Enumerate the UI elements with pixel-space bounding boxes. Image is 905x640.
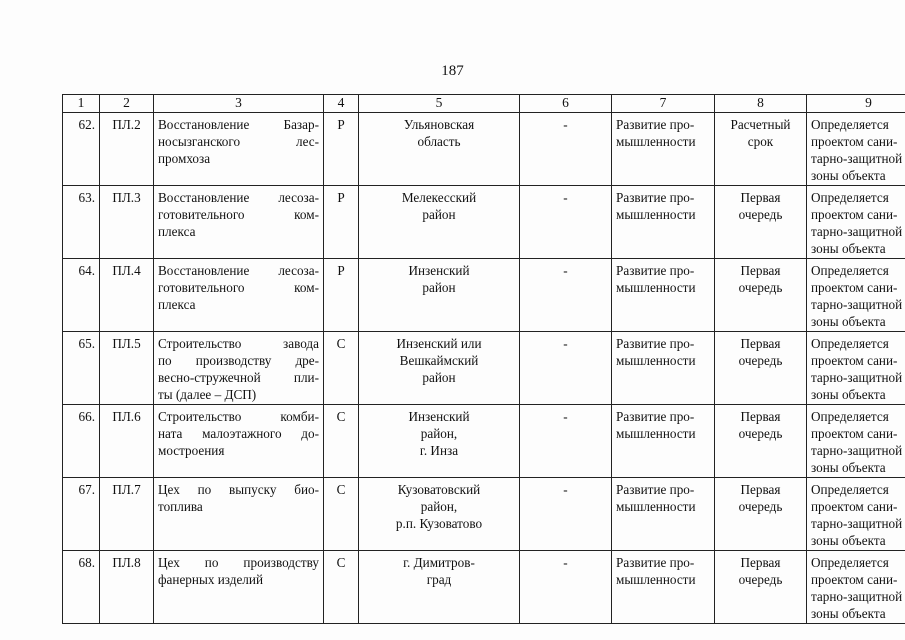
object-name-line: Восстановление лесоза-	[158, 190, 319, 205]
zone-note-line: тарно-защитной	[811, 297, 903, 312]
zone-note-line: зоны объекта	[811, 533, 886, 548]
object-location	[359, 113, 520, 186]
zone-note-line: зоны объекта	[811, 314, 886, 329]
column-header: 7	[612, 95, 715, 113]
header-row	[63, 95, 905, 113]
object-purpose	[612, 405, 715, 478]
table-row	[63, 113, 905, 186]
object-name-line: Строительство завода	[158, 336, 319, 351]
object-code: ПЛ.2	[100, 113, 154, 186]
implementation-stage-line: Первая	[740, 555, 781, 570]
object-type: С	[324, 405, 359, 478]
implementation-stage-line: очередь	[738, 353, 783, 368]
zone-note-line: проектом сани-	[811, 280, 898, 295]
object-purpose-line: мышленности	[616, 353, 696, 368]
object-purpose-line: мышленности	[616, 280, 696, 295]
implementation-stage-line: Первая	[740, 263, 781, 278]
object-name	[154, 186, 324, 259]
implementation-stage-line: Первая	[740, 190, 781, 205]
implementation-stage-line: срок	[747, 134, 774, 149]
object-name-line: топлива	[158, 499, 203, 514]
object-name-line: Цех по выпуску био-	[158, 482, 319, 497]
object-code: ПЛ.4	[100, 259, 154, 332]
object-location-line: р.п. Кузоватово	[395, 516, 483, 531]
zone-note-line: проектом сани-	[811, 426, 898, 441]
zone-note-line: Определяется	[811, 482, 889, 497]
object-name-line: носызганского лес-	[158, 134, 319, 149]
object-location-line: район,	[420, 426, 458, 441]
object-location	[359, 551, 520, 624]
object-name-line: ты (далее – ДСП)	[158, 387, 257, 402]
object-code: ПЛ.6	[100, 405, 154, 478]
object-name-line: плекса	[158, 297, 196, 312]
column-header: 2	[100, 95, 154, 113]
zone-note	[807, 551, 905, 624]
object-purpose	[612, 186, 715, 259]
zone-note-line: Определяется	[811, 190, 889, 205]
zone-note-line: тарно-защитной	[811, 151, 903, 166]
implementation-stage	[715, 551, 807, 624]
zone-note-line: проектом сани-	[811, 134, 898, 149]
zone-note-line: тарно-защитной	[811, 589, 903, 604]
implementation-stage-line: очередь	[738, 207, 783, 222]
object-purpose-line: Развитие про-	[616, 409, 695, 424]
object-name-line: готовительного ком-	[158, 280, 319, 295]
object-location-line: Вешкаймский	[399, 353, 479, 368]
column-header: 1	[63, 95, 100, 113]
implementation-stage-line: Расчетный	[730, 117, 791, 132]
object-name	[154, 332, 324, 405]
implementation-stage-line: Первая	[740, 336, 781, 351]
implementation-stage	[715, 405, 807, 478]
zone-note-line: зоны объекта	[811, 241, 886, 256]
object-type: С	[324, 551, 359, 624]
implementation-stage-line: очередь	[738, 572, 783, 587]
object-location	[359, 259, 520, 332]
zone-note-line: Определяется	[811, 263, 889, 278]
object-name-line: готовительного ком-	[158, 207, 319, 222]
row-number: 65.	[63, 332, 100, 405]
zone-note	[807, 405, 905, 478]
column-6-value: -	[520, 186, 612, 259]
object-name-line: ната малоэтажного до-	[158, 426, 319, 441]
implementation-stage-line: очередь	[738, 426, 783, 441]
zone-note-line: проектом сани-	[811, 572, 898, 587]
table-row	[63, 332, 905, 405]
object-purpose	[612, 332, 715, 405]
object-location-line: район,	[420, 499, 458, 514]
zone-note	[807, 186, 905, 259]
object-purpose-line: мышленности	[616, 207, 696, 222]
object-code: ПЛ.8	[100, 551, 154, 624]
object-purpose	[612, 478, 715, 551]
object-location	[359, 186, 520, 259]
object-location-line: район	[422, 207, 456, 222]
zone-note	[807, 259, 905, 332]
zone-note-line: тарно-защитной	[811, 224, 903, 239]
zone-note-line: тарно-защитной	[811, 516, 903, 531]
table-row	[63, 405, 905, 478]
row-number: 66.	[63, 405, 100, 478]
column-6-value: -	[520, 332, 612, 405]
object-type: Р	[324, 113, 359, 186]
object-name	[154, 259, 324, 332]
object-name-line: Цех по производству	[158, 555, 319, 570]
column-header: 8	[715, 95, 807, 113]
implementation-stage	[715, 113, 807, 186]
object-name-line: мостроения	[158, 443, 225, 458]
object-location	[359, 332, 520, 405]
page-number: 187	[441, 63, 464, 79]
zone-note	[807, 332, 905, 405]
zone-note-line: зоны объекта	[811, 387, 886, 402]
implementation-stage	[715, 478, 807, 551]
row-number: 62.	[63, 113, 100, 186]
object-name-line: весно-стружечной пли-	[158, 370, 319, 385]
implementation-stage-line: Первая	[740, 482, 781, 497]
column-6-value: -	[520, 259, 612, 332]
object-type: С	[324, 478, 359, 551]
zone-note	[807, 113, 905, 186]
object-location-line: область	[417, 134, 461, 149]
implementation-stage-line: Первая	[740, 409, 781, 424]
column-header: 5	[359, 95, 520, 113]
zone-note-line: зоны объекта	[811, 460, 886, 475]
zone-note-line: Определяется	[811, 336, 889, 351]
object-location-line: Инзенский	[408, 409, 470, 424]
object-name	[154, 551, 324, 624]
zone-note-line: зоны объекта	[811, 606, 886, 621]
row-number: 68.	[63, 551, 100, 624]
object-name-line: Восстановление лесоза-	[158, 263, 319, 278]
object-name-line: фанерных изделий	[158, 572, 263, 587]
implementation-stage	[715, 259, 807, 332]
object-name	[154, 478, 324, 551]
row-number: 64.	[63, 259, 100, 332]
object-location-line: район	[422, 280, 456, 295]
table-row	[63, 551, 905, 624]
object-type: Р	[324, 259, 359, 332]
zone-note-line: Определяется	[811, 117, 889, 132]
object-code: ПЛ.7	[100, 478, 154, 551]
object-location-line: Инзенский	[408, 263, 470, 278]
zone-note-line: тарно-защитной	[811, 370, 903, 385]
column-6-value: -	[520, 113, 612, 186]
column-header: 9	[807, 95, 905, 113]
zone-note-line: проектом сани-	[811, 207, 898, 222]
zone-note-line: зоны объекта	[811, 168, 886, 183]
implementation-stage	[715, 186, 807, 259]
object-code: ПЛ.3	[100, 186, 154, 259]
object-location-line: град	[426, 572, 452, 587]
object-purpose	[612, 113, 715, 186]
object-location-line: Инзенский или	[396, 336, 482, 351]
object-purpose-line: Развитие про-	[616, 263, 695, 278]
object-name	[154, 113, 324, 186]
object-purpose-line: мышленности	[616, 134, 696, 149]
object-purpose-line: Развитие про-	[616, 190, 695, 205]
object-purpose-line: мышленности	[616, 499, 696, 514]
objects-table	[62, 94, 905, 624]
object-type: С	[324, 332, 359, 405]
object-type: Р	[324, 186, 359, 259]
zone-note	[807, 478, 905, 551]
table-row	[63, 259, 905, 332]
object-purpose	[612, 551, 715, 624]
object-name-line: промхоза	[158, 151, 211, 166]
zone-note-line: тарно-защитной	[811, 443, 903, 458]
table-row	[63, 186, 905, 259]
object-location-line: Мелекесский	[401, 190, 477, 205]
column-6-value: -	[520, 405, 612, 478]
implementation-stage-line: очередь	[738, 280, 783, 295]
object-name	[154, 405, 324, 478]
object-location	[359, 405, 520, 478]
object-purpose-line: Развитие про-	[616, 336, 695, 351]
object-name-line: по производству дре-	[158, 353, 319, 368]
implementation-stage	[715, 332, 807, 405]
column-header: 6	[520, 95, 612, 113]
object-name-line: плекса	[158, 224, 196, 239]
object-purpose-line: Развитие про-	[616, 555, 695, 570]
row-number: 67.	[63, 478, 100, 551]
object-location	[359, 478, 520, 551]
object-purpose	[612, 259, 715, 332]
table-row	[63, 478, 905, 551]
implementation-stage-line: очередь	[738, 499, 783, 514]
object-location-line: район	[422, 370, 456, 385]
object-location-line: г. Димитров-	[403, 555, 475, 570]
object-location-line: г. Инза	[419, 443, 459, 458]
object-name-line: Восстановление Базар-	[158, 117, 319, 132]
object-location-line: Кузоватовский	[397, 482, 481, 497]
column-6-value: -	[520, 551, 612, 624]
column-header: 4	[324, 95, 359, 113]
object-purpose-line: мышленности	[616, 426, 696, 441]
object-name-line: Строительство комби-	[158, 409, 319, 424]
column-6-value: -	[520, 478, 612, 551]
zone-note-line: проектом сани-	[811, 353, 898, 368]
object-location-line: Ульяновская	[403, 117, 475, 132]
zone-note-line: Определяется	[811, 409, 889, 424]
zone-note-line: проектом сани-	[811, 499, 898, 514]
zone-note-line: Определяется	[811, 555, 889, 570]
object-purpose-line: мышленности	[616, 572, 696, 587]
object-code: ПЛ.5	[100, 332, 154, 405]
object-purpose-line: Развитие про-	[616, 482, 695, 497]
column-header: 3	[154, 95, 324, 113]
row-number: 63.	[63, 186, 100, 259]
object-purpose-line: Развитие про-	[616, 117, 695, 132]
